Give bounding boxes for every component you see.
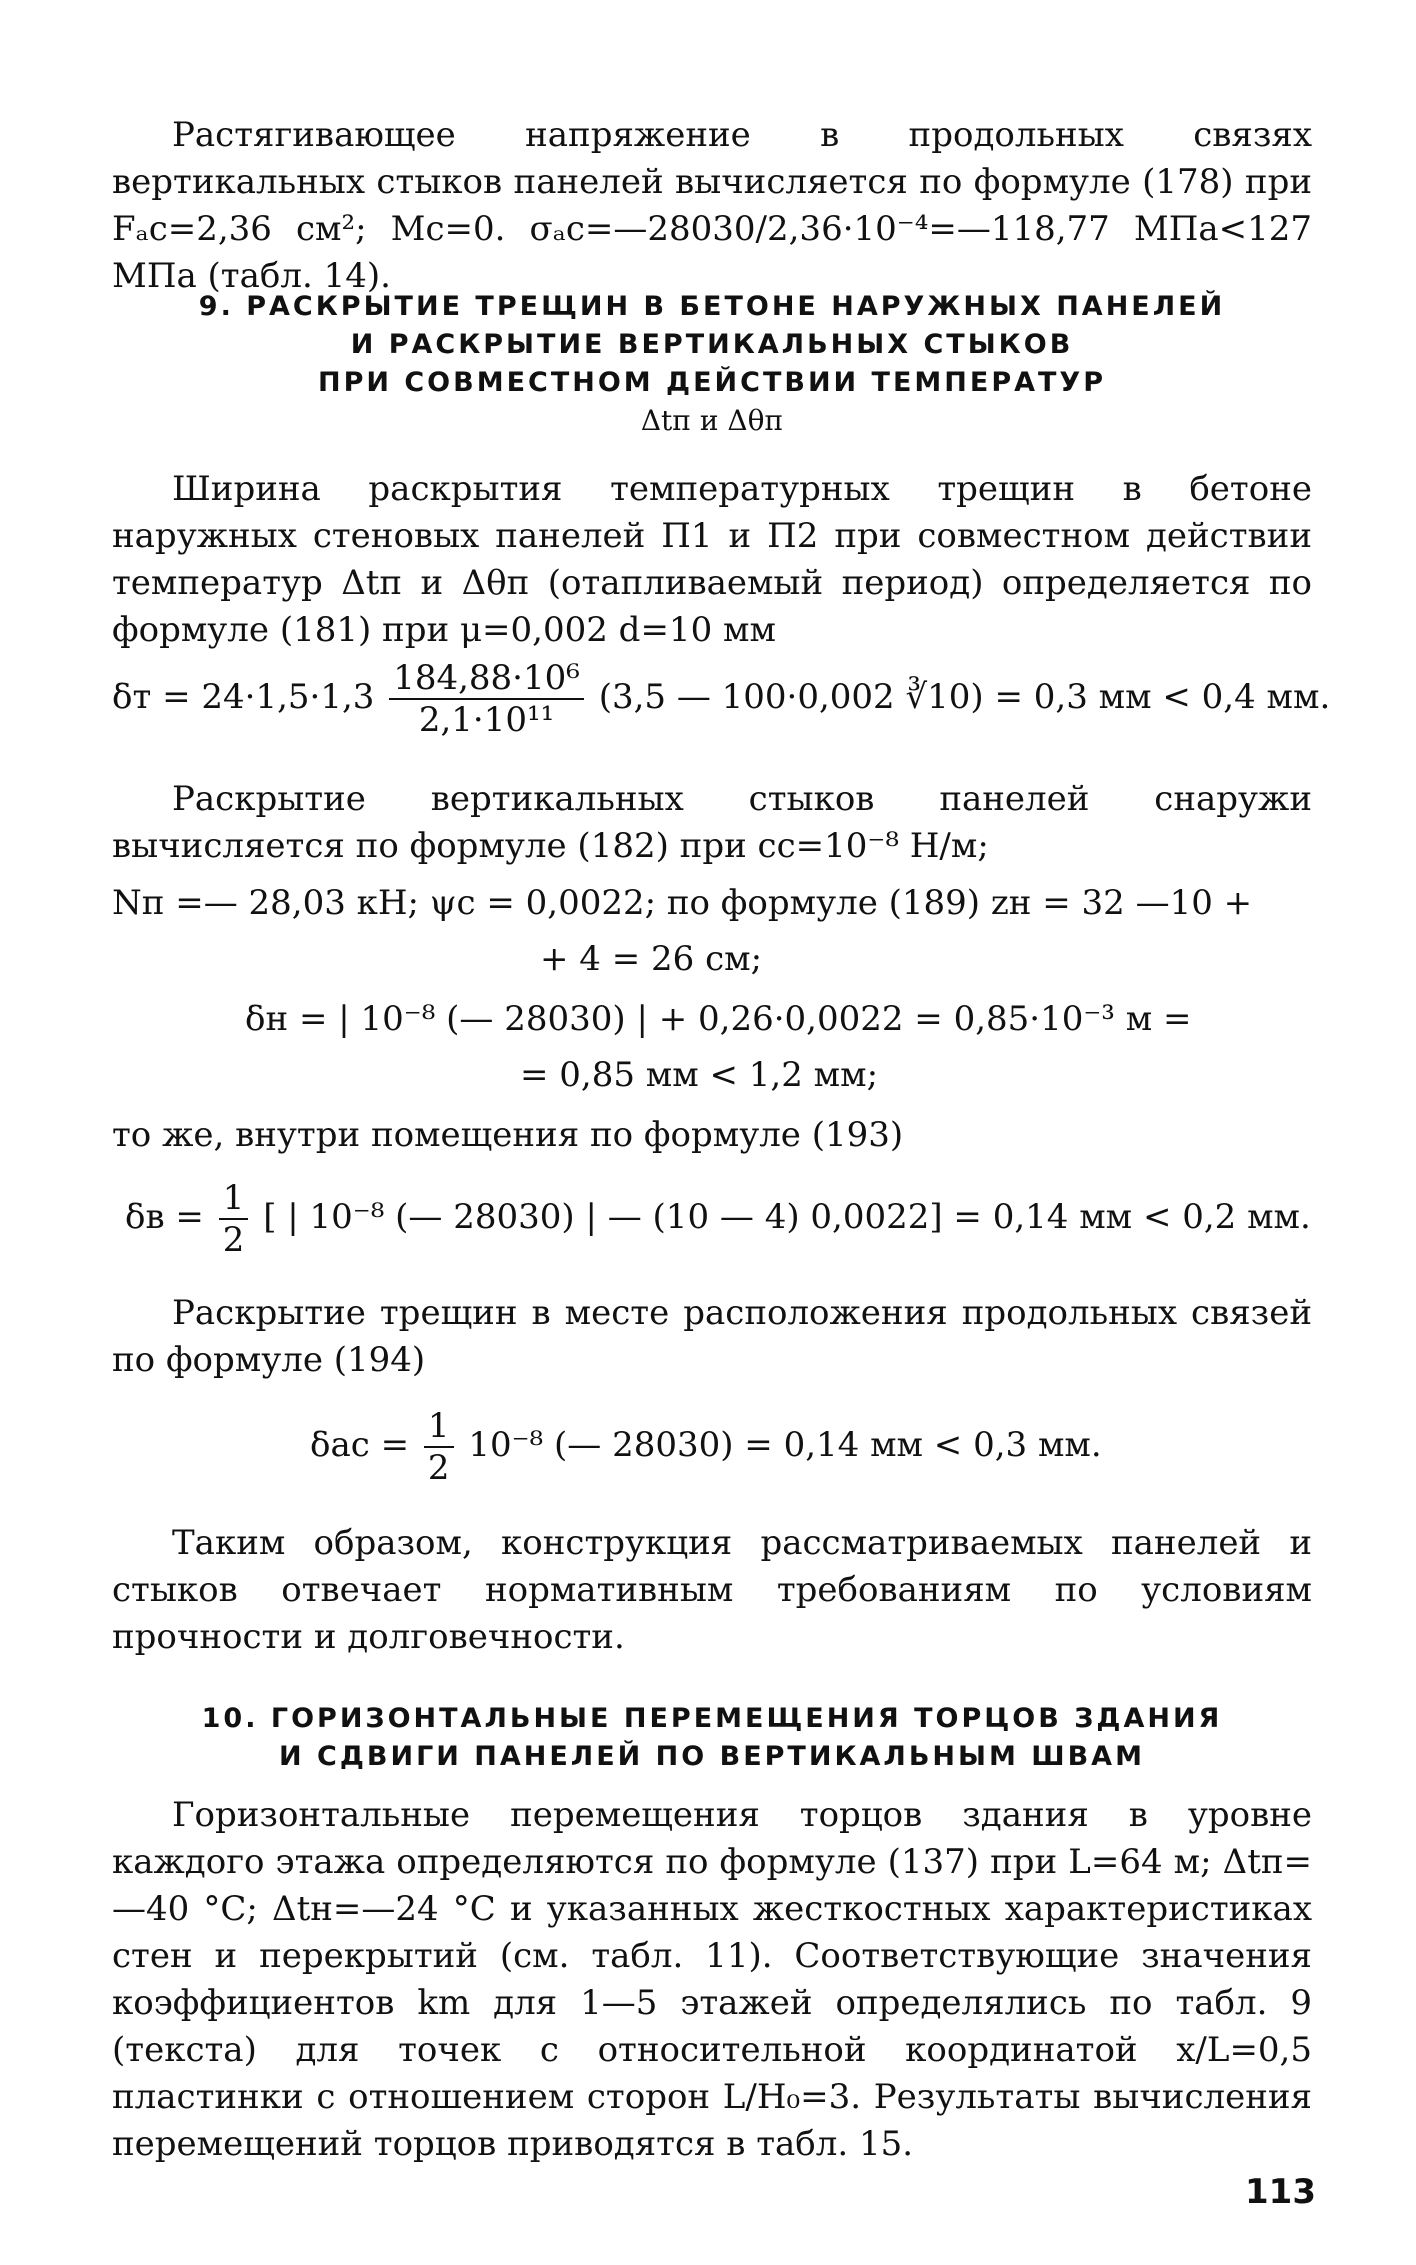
page-number: 113 [1245,2172,1316,2212]
heading-line: ПРИ СОВМЕСТНОМ ДЕЙСТВИИ ТЕМПЕРАТУР [317,367,1107,398]
equation-fraction [219,1178,249,1260]
equation-line: Nп =— 28,03 кН; ψс = 0,0022; по формуле (189) zн = 32 —10 + [112,883,1253,923]
equation-lhs: δв = [125,1197,204,1237]
heading-line: 9. РАСКРЫТИЕ ТРЕЩИН В БЕТОНЕ НАРУЖНЫХ ПАНЕЛЕЙ [198,291,1226,322]
heading-line: И СДВИГИ ПАНЕЛЕЙ ПО ВЕРТИКАЛЬНЫМ ШВАМ [279,1741,1145,1772]
equation-fraction [389,658,584,740]
equation-fraction [424,1406,454,1488]
equation-line: + 4 = 26 см; [540,939,763,979]
equation-delta-v [125,1178,1311,1260]
equation-delta-n: δн = | 10⁻⁸ (— 28030) | + 0,26·0,0022 = 0,85·10⁻³ м = [245,999,1192,1039]
heading-line: 10. ГОРИЗОНТАЛЬНЫЕ ПЕРЕМЕЩЕНИЯ ТОРЦОВ ЗДАНИЯ [201,1703,1223,1734]
paragraph-tensile-stress: Растягивающее напряжение в продольных связях вертикальных стыков панелей вычисляется по формуле (178) при Fₐс=2,36 см²; Mс=0. σₐс=—28030/2,36·10⁻⁴=—118,77 МПа<127 МПа (табл. 14). [112,115,1312,296]
fraction-numerator: 1 [424,1406,454,1448]
paragraph-longitudinal-ties: Раскрытие трещин в месте расположения продольных связей по формуле (194) [112,1293,1312,1380]
equation-delta-ac [310,1406,1102,1488]
equation-lhs: δт = 24·1,5·1,3 [112,677,375,717]
fraction-numerator: 184,88·10⁶ [389,658,584,700]
fraction-numerator: 1 [219,1178,249,1220]
section-heading-10 [112,1700,1312,1776]
paragraph-inside: то же, внутри помещения по формуле (193) [112,1115,904,1155]
fraction-denominator: 2 [222,1220,245,1260]
paragraph-conclusion: Таким образом, конструкция рассматриваемых панелей и стыков отвечает нормативным требованиям по условиям прочности и долговечности. [112,1523,1312,1657]
heading-line: Δtп и Δθп [640,404,784,437]
section-heading-9 [112,288,1312,440]
fraction-denominator: 2,1·10¹¹ [418,700,555,740]
equation-rhs: [ | 10⁻⁸ (— 28030) | — (10 — 4) 0,0022] = 0,14 мм < 0,2 мм. [263,1197,1311,1237]
paragraph-horizontal-displacements: Горизонтальные перемещения торцов здания в уровне каждого этажа определяются по формуле (137) при L=64 м; Δtп=—40 °С; Δtн=—24 °С и указанных жесткостных характеристиках стен и перекрытий (см. табл. 11). Соответствующие значения коэффициентов km для 1—5 этажей определялись по табл. 9 (текста) для точек с относительной координатой x/L=0,5 пластинки с отношением сторон L/H₀=3. Результаты вычисления перемещений торцов приводятся в табл. 15. [112,1795,1312,2164]
equation-line: = 0,85 мм < 1,2 мм; [520,1055,879,1095]
fraction-denominator: 2 [427,1448,450,1488]
equation-rhs: 10⁻⁸ (— 28030) = 0,14 мм < 0,3 мм. [468,1425,1102,1465]
heading-line: И РАСКРЫТИЕ ВЕРТИКАЛЬНЫХ СТЫКОВ [350,329,1074,360]
paragraph-vertical-joints: Раскрытие вертикальных стыков панелей снаружи вычисляется по формуле (182) при cс=10⁻⁸ Н/м; [112,779,1312,866]
equation-rhs: (3,5 — 100·0,002 ∛10) = 0,3 мм < 0,4 мм. [598,677,1331,717]
equation-lhs: δас = [310,1425,410,1465]
equation-delta-t [112,658,1330,740]
paragraph-crack-width: Ширина раскрытия температурных трещин в бетоне наружных стеновых панелей П1 и П2 при совместном действии температур Δtп и Δθп (отапливаемый период) определяется по формуле (181) при μ=0,002 d=10 мм [112,469,1312,650]
